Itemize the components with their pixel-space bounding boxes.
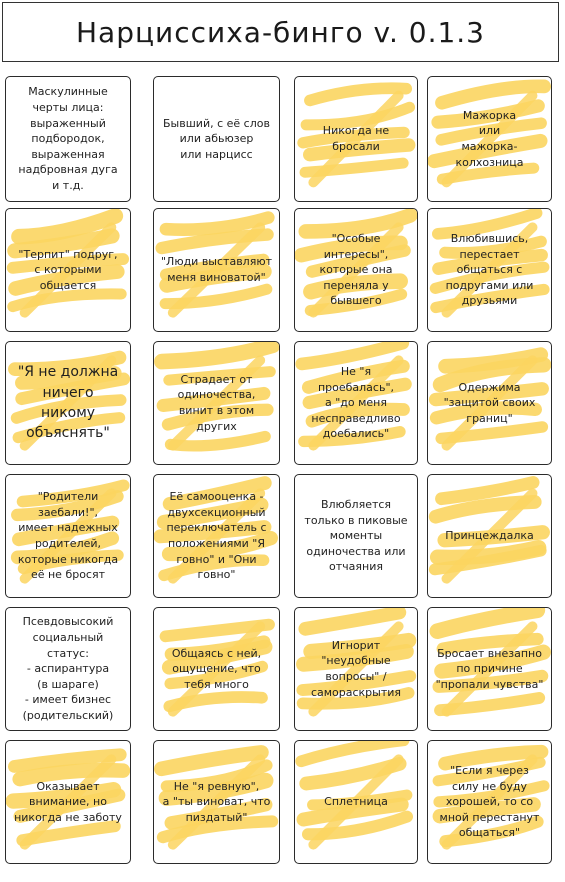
bingo-cell[interactable] xyxy=(5,76,131,202)
bingo-cell-text: "Особые интересы", которые она переняла у бывшего xyxy=(319,231,393,308)
bingo-cell-text: Бывший, с её слов или абьюзер или нарцисс xyxy=(163,116,270,161)
bingo-cell[interactable] xyxy=(294,740,418,864)
bingo-cell[interactable] xyxy=(427,474,552,598)
bingo-cell[interactable] xyxy=(294,76,418,202)
bingo-cell-text: "Терпит" подруг, с которыми общается xyxy=(18,247,118,292)
bingo-cell-text: Оказывает внимание, но никогда не заботу xyxy=(14,779,122,824)
bingo-cell[interactable] xyxy=(153,740,280,864)
page-title: Нарциссиха-бинго v. 0.1.3 xyxy=(75,15,485,49)
bingo-cell[interactable] xyxy=(153,208,280,332)
bingo-cell-text: "Родители заебали!", имеет надежных родителей, которые никогда её не бросят xyxy=(17,490,119,582)
bingo-cell[interactable] xyxy=(294,341,418,465)
bingo-cell-text: "Люди выставляют меня виноватой" xyxy=(160,255,272,284)
bingo-cell[interactable] xyxy=(294,474,418,598)
bingo-cell[interactable] xyxy=(153,341,280,465)
bingo-cell[interactable] xyxy=(5,607,131,731)
bingo-cell-text: Мажорка или мажорка- колхозница xyxy=(455,108,524,169)
bingo-cell-text: Сплетница xyxy=(324,795,388,809)
bingo-cell-text: Псевдовысокий социальный статус: - аспирантура (в шараге) - имеет бизнес (родительский) xyxy=(22,615,114,723)
bingo-cell[interactable] xyxy=(294,607,418,731)
bingo-cell-text: Общаясь с ней, ощущение, что тебя много xyxy=(171,646,262,691)
bingo-cell-text: Маскулинные черты лица: выраженный подбородок, выраженная надбровная дуга и т.д. xyxy=(18,85,118,193)
bingo-cell[interactable] xyxy=(153,76,280,202)
bingo-cell-text: Её самооценка - двухсекционный переключатель с положениями "Я говно" и "Они говно" xyxy=(166,490,267,582)
bingo-cell[interactable] xyxy=(153,474,280,598)
bingo-cell[interactable] xyxy=(427,208,552,332)
bingo-cell-text: Никогда не бросали xyxy=(322,124,390,153)
highlight-stroke xyxy=(305,613,399,629)
bingo-cell[interactable] xyxy=(427,76,552,202)
bingo-cell-text: Влюбляется только в пиковые моменты одиночества или отчаяния xyxy=(304,497,408,574)
bingo-cell-text: Бросает внезапно по причине "пропали чувства" xyxy=(435,646,544,691)
bingo-cell[interactable] xyxy=(5,341,131,465)
bingo-cell-text: Влюбившись, перестает общаться с подругами или друзьями xyxy=(445,231,534,308)
bingo-cell-text: Одержима "защитой своих границ" xyxy=(443,380,536,425)
bingo-cell-text: "Если я через силу не буду хорошей, то со мной перестанут общаться" xyxy=(439,763,540,840)
bingo-cell[interactable] xyxy=(5,208,131,332)
bingo-cell[interactable] xyxy=(5,740,131,864)
bingo-cell-text: Принцеждалка xyxy=(445,529,534,543)
highlight-stroke xyxy=(302,343,403,364)
bingo-cell-text: Страдает от одиночества, винит в этом других xyxy=(177,372,256,433)
highlight-stroke xyxy=(301,741,403,761)
bingo-cell-text: Игнорит "неудобные вопросы" / самораскрытия xyxy=(310,638,402,699)
bingo-cell-text: "Я не должна ничего никому объяснять" xyxy=(17,364,119,442)
bingo-cell[interactable] xyxy=(427,740,552,864)
bingo-cell[interactable] xyxy=(153,607,280,731)
bingo-cell[interactable] xyxy=(5,474,131,598)
bingo-cell[interactable] xyxy=(294,208,418,332)
bingo-cell-text: Не "я ревную", а "ты виноват, что пиздатый" xyxy=(162,779,271,824)
bingo-cell-text: Не "я проебалась", а "до меня несправедливо доебались" xyxy=(311,364,401,441)
bingo-cell[interactable] xyxy=(427,341,552,465)
bingo-cell[interactable] xyxy=(427,607,552,731)
highlight-stroke xyxy=(437,610,537,631)
